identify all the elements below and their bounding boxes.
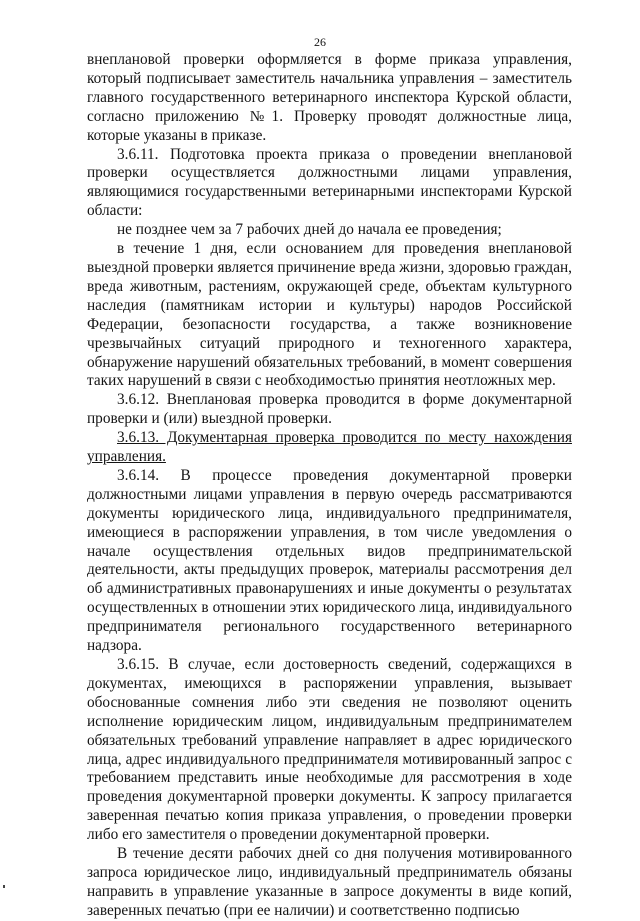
paragraph-deadline-1-day: в течение 1 дня, если основанием для проведения внеплановой выездной проверки является причинение вреда жизни, здоровью граждан, вреда животным, растениям, окружающей среде, объектам культурного наследия (памятникам истории и культуры) народов Российской Федерации, безопасности государства, а также возникновение чрезвычайных ситуаций природного и техногенного характера, обнаружение нарушений обязательных требований, в момент совершения таких нарушений в связи с необходимостью принятия неотложных мер. [87, 240, 572, 390]
paragraph-3-6-14: 3.6.14. В процессе проведения документарной проверки должностными лицами управления в первую очередь рассматриваются документы юридического лица, индивидуального предпринимателя, имеющиеся в распоряжении управления, в том числе уведомления о начале осуществления отдельных видов предпринимательской деятельности, акты предыдущих проверок, материалы рассмотрения дел об административных правонарушениях и иные документы о результатах осуществленных в отношении этих юридического лица, индивидуального предпринимателя регионального государственного ветеринарного надзора. [87, 466, 572, 655]
paragraph-3-6-13: 3.6.13. Документарная проверка проводится по месту нахождения управления. [87, 429, 572, 466]
paragraph-ten-days: В течение десяти рабочих дней со дня получения мотивированного запроса юридическое лицо, индивидуальный предприниматель обязаны направить в управление указанные в запросе документы в виде копий, заверенных печатью (при ее наличии) и соответственно подписью [87, 845, 572, 919]
document-body [87, 51, 572, 921]
paragraph-3-6-11: 3.6.11. Подготовка проекта приказа о проведении внеплановой проверки осуществляется должностными лицами управления, являющимися государственными ветеринарными инспекторами Курской области: [87, 145, 572, 220]
scan-margin-mark [3, 885, 5, 888]
paragraph-3-6-12: 3.6.12. Внеплановая проверка проводится в форме документарной проверки и (или) выездной проверки. [87, 391, 572, 428]
paragraph-deadline-7-days: не позднее чем за 7 рабочих дней до начала ее проведения; [117, 221, 502, 239]
paragraph-3-6-15: 3.6.15. В случае, если достоверность сведений, содержащихся в документах, имеющихся в распоряжении управления, вызывает обоснованные сомнения либо эти сведения не позволяют оценить исполнение юридическим лицом, индивидуальным предпринимателем обязательных требований управление направляет в адрес юридического лица, адрес индивидуального предпринимателя мотивированный запрос с требованием представить иные необходимые для рассмотрения в ходе проведения документарной проверки документы. К запросу прилагается заверенная печатью копия приказа управления, о проведении проверки либо его заместителя о проведении документарной проверки. [87, 656, 572, 844]
page-number: 26 [314, 35, 326, 49]
paragraph-continuation: внеплановой проверки оформляется в форме приказа управления, который подписывает заместитель начальника управления – заместитель главного государственного ветеринарного инспектора Курской области, согласно приложению №1. Проверку проводят должностные лица, которые указаны в приказе. [87, 51, 572, 144]
